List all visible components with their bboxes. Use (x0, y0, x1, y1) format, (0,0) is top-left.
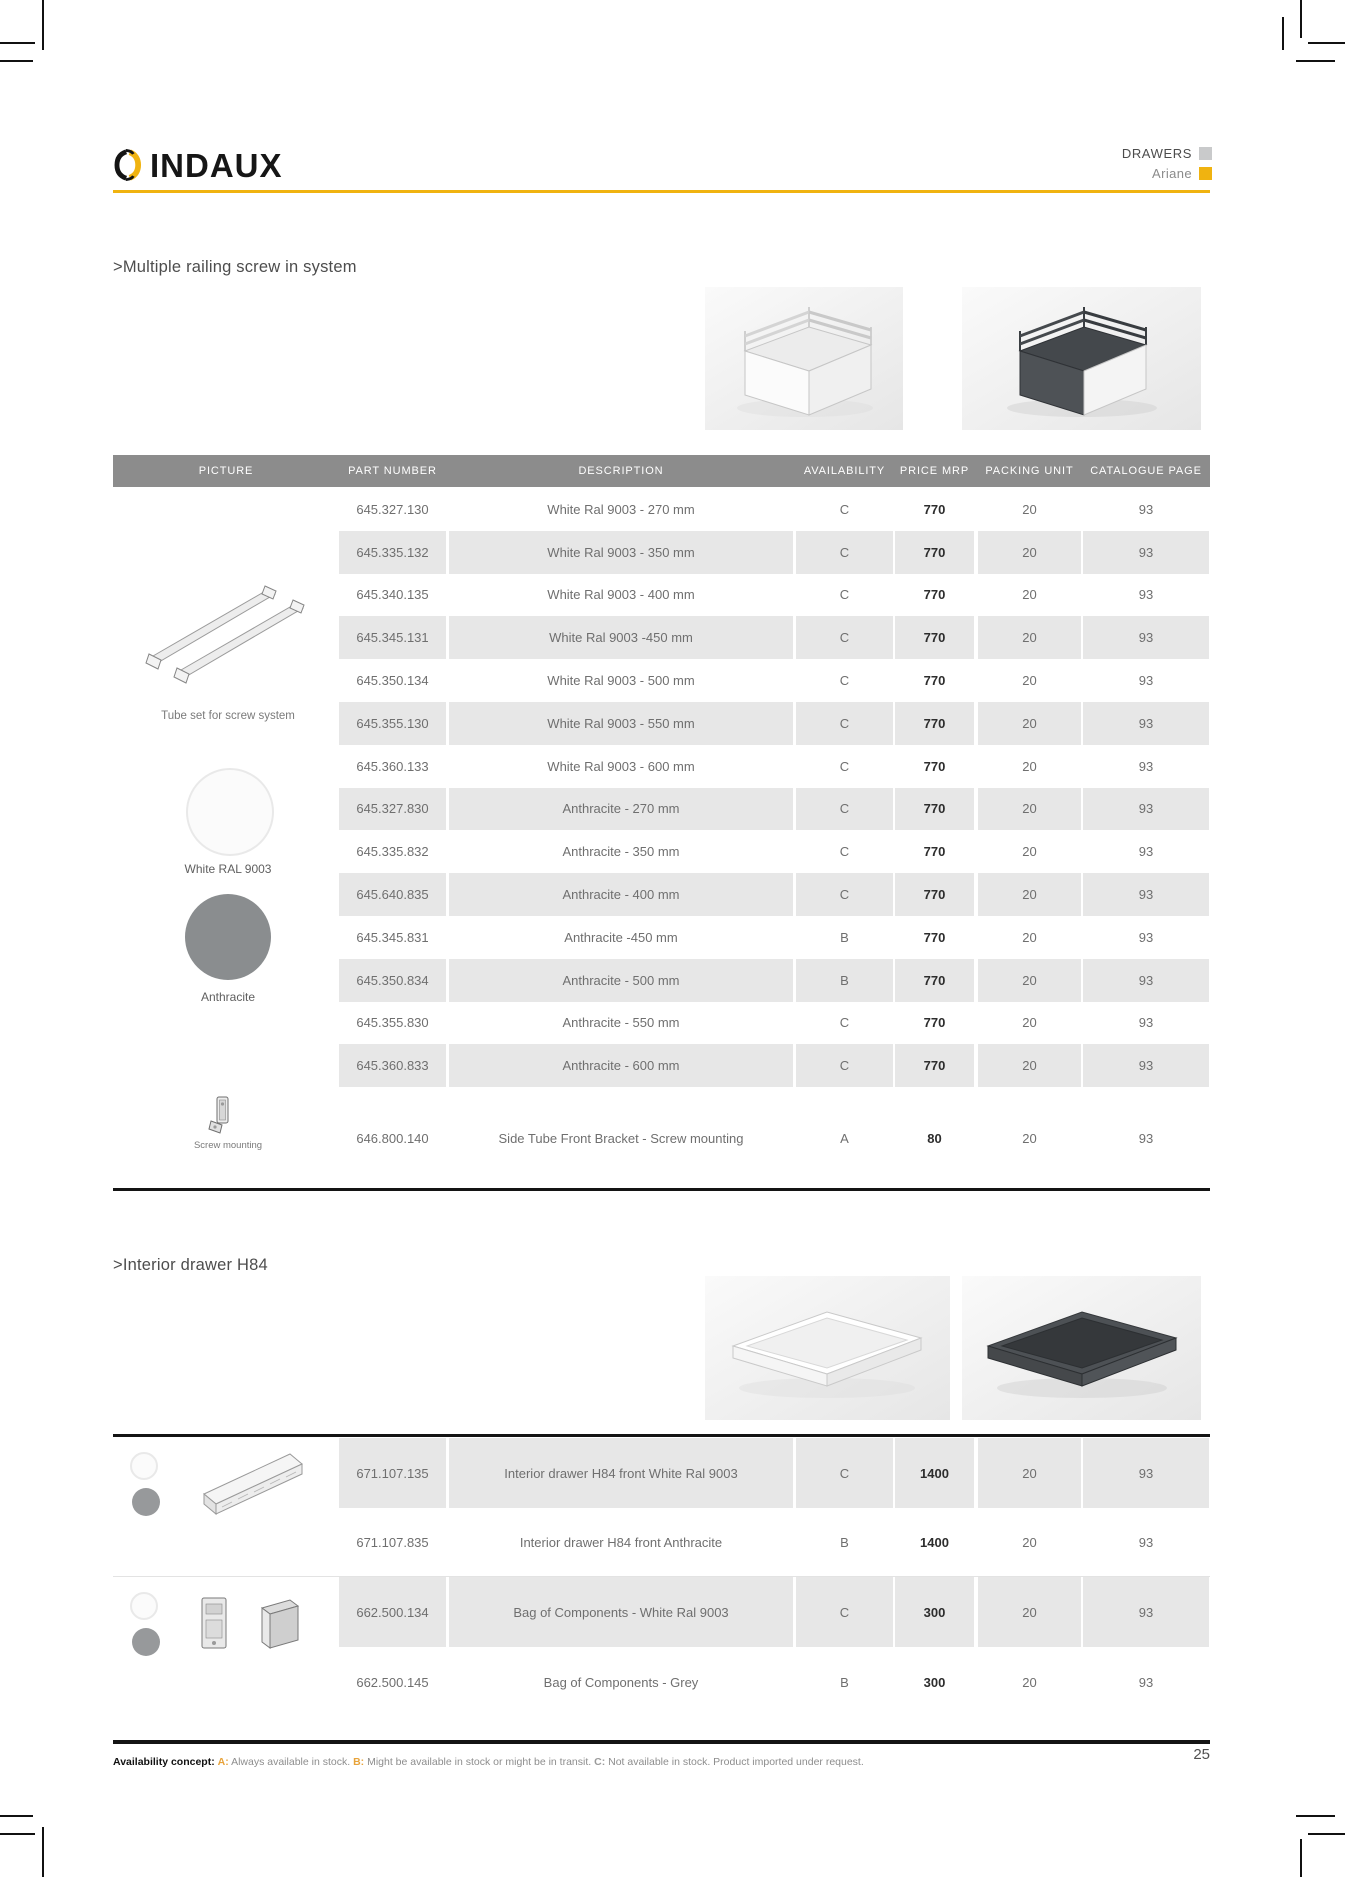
legend-key-c: C: (594, 1756, 606, 1768)
description-cell: White Ral 9003 -450 mm (449, 616, 793, 659)
crop-mark-bottom-left-h2 (0, 1815, 33, 1817)
availability-cell: A (840, 1130, 849, 1146)
packing-cell: 20 (978, 959, 1081, 1002)
legend-text-a: Always available in stock. (231, 1756, 351, 1768)
part-number-cell: 645.350.834 (339, 959, 446, 1002)
render-white-tray (705, 1276, 950, 1420)
description-cell: Anthracite - 350 mm (562, 844, 680, 860)
column-header-picture: PICTURE (198, 465, 254, 477)
components-illustration (190, 1586, 315, 1671)
crop-mark-bottom-left-h1 (0, 1833, 35, 1835)
brand-logo (113, 144, 283, 186)
part-number-cell: 662.500.134 (339, 1577, 446, 1647)
render-anthracite-tray (962, 1276, 1201, 1420)
crop-mark-top-right-v2 (1282, 17, 1284, 50)
availability-cell: C (839, 587, 850, 603)
price-cell: 770 (895, 531, 974, 574)
description-cell: White Ral 9003 - 270 mm (547, 501, 695, 517)
crop-mark-bottom-right-h1 (1308, 1833, 1345, 1835)
part-number-cell: 662.500.145 (356, 1674, 429, 1690)
availability-cell: C (796, 702, 893, 745)
price-cell: 770 (923, 844, 946, 860)
table-row (339, 1044, 1209, 1087)
table-row (339, 959, 1209, 1002)
column-header-description: DESCRIPTION (578, 465, 664, 477)
page-cell: 93 (1138, 673, 1154, 689)
part-number-cell: 645.327.130 (356, 501, 429, 517)
crop-mark-top-right-h2 (1296, 60, 1335, 62)
table-row (339, 1002, 1209, 1045)
packing-cell: 20 (978, 788, 1081, 831)
column-header-packing: PACKING UNIT (985, 465, 1074, 477)
crop-mark-top-left-h1 (0, 42, 35, 44)
page-cell: 93 (1083, 959, 1209, 1002)
table-row (339, 488, 1209, 531)
table1-rows (339, 488, 1209, 1087)
white-swatch-small (130, 1452, 158, 1480)
price-cell: 300 (895, 1577, 974, 1647)
page-cell: 93 (1138, 1015, 1154, 1031)
page-cell: 93 (1083, 788, 1209, 831)
price-cell: 770 (923, 1015, 946, 1031)
price-cell: 770 (895, 702, 974, 745)
table-row (339, 745, 1209, 788)
packing-cell: 20 (978, 616, 1081, 659)
availability-cell: C (796, 1044, 893, 1087)
page-cell: 93 (1083, 1044, 1209, 1087)
availability-cell: C (839, 758, 850, 774)
page-cell: 93 (1138, 1535, 1154, 1550)
white-ral-swatch (186, 768, 274, 856)
part-number-cell: 645.340.135 (356, 587, 429, 603)
packing-cell: 20 (978, 1044, 1081, 1087)
price-cell: 80 (927, 1130, 942, 1146)
table2-rows (339, 1438, 1209, 1717)
table-row (339, 574, 1209, 617)
packing-cell: 20 (1022, 1130, 1037, 1146)
page-cell: 93 (1138, 844, 1154, 860)
table-row (339, 531, 1209, 574)
table-row (339, 916, 1209, 959)
availability-cell: C (796, 1438, 893, 1508)
price-cell: 770 (895, 788, 974, 831)
table-row (339, 830, 1209, 873)
description-cell: Interior drawer H84 front Anthracite (519, 1535, 723, 1550)
availability-legend (113, 1756, 1093, 1768)
crop-mark-bottom-right-h2 (1296, 1815, 1335, 1817)
table-row (339, 659, 1209, 702)
availability-cell: C (796, 531, 893, 574)
availability-cell: C (839, 844, 850, 860)
anthracite-swatch (185, 894, 271, 980)
column-header-page: CATALOGUE PAGE (1090, 465, 1202, 477)
packing-cell: 20 (1022, 501, 1037, 517)
description-cell: Anthracite - 500 mm (449, 959, 793, 1002)
section2-title: >Interior drawer H84 (113, 1256, 268, 1274)
packing-cell: 20 (1022, 1535, 1037, 1550)
page-cell: 93 (1138, 1674, 1154, 1690)
product-line-label: Ariane (1152, 166, 1192, 181)
legend-key-b: B: (353, 1756, 365, 1768)
description-cell: Interior drawer H84 front White Ral 9003 (449, 1438, 793, 1508)
indaux-logo-icon (113, 146, 143, 184)
header-meta (1000, 144, 1212, 184)
category-square-icon (1199, 147, 1212, 160)
page-cell: 93 (1138, 587, 1154, 603)
packing-cell: 20 (1022, 844, 1037, 860)
page-cell: 93 (1083, 531, 1209, 574)
availability-cell: C (796, 788, 893, 831)
table2-top-rule (113, 1434, 1210, 1437)
column-header-part-number: PART NUMBER (348, 465, 437, 477)
crop-mark-bottom-left-v (42, 1827, 44, 1877)
price-cell: 770 (923, 758, 946, 774)
part-number-cell: 645.345.131 (339, 616, 446, 659)
price-cell: 770 (895, 1044, 974, 1087)
crop-mark-top-left-h2 (0, 60, 33, 62)
tube-set-illustration (145, 572, 310, 684)
page-cell: 93 (1138, 501, 1154, 517)
price-cell: 770 (923, 501, 946, 517)
part-number-cell: 645.335.832 (356, 844, 429, 860)
price-cell: 770 (923, 929, 946, 945)
grey-swatch-small (132, 1628, 160, 1656)
availability-cell: B (796, 959, 893, 1002)
description-cell: Anthracite -450 mm (564, 929, 678, 945)
part-number-cell: 645.345.831 (356, 929, 429, 945)
description-cell: White Ral 9003 - 400 mm (547, 587, 695, 603)
price-cell: 770 (895, 616, 974, 659)
availability-cell: C (796, 616, 893, 659)
page-cell: 93 (1083, 702, 1209, 745)
price-cell: 300 (923, 1674, 946, 1690)
packing-cell: 20 (1022, 758, 1037, 774)
drawer-front-illustration (198, 1444, 313, 1539)
table-row (339, 1508, 1209, 1577)
description-cell: Anthracite - 400 mm (449, 873, 793, 916)
price-cell: 770 (895, 873, 974, 916)
availability-cell: B (840, 1535, 849, 1550)
part-number-cell: 645.355.130 (339, 702, 446, 745)
tube-set-caption: Tube set for screw system (161, 710, 295, 722)
white-ral-label: White RAL 9003 (184, 862, 272, 876)
availability-cell: C (839, 501, 850, 517)
packing-cell: 20 (1022, 587, 1037, 603)
page-cell: 93 (1138, 1130, 1154, 1146)
line-square-icon (1199, 167, 1212, 180)
footer-rule (113, 1740, 1210, 1744)
crop-mark-top-right-v1 (1300, 0, 1302, 38)
legend-text-b: Might be available in stock or might be in transit. (367, 1756, 592, 1768)
column-header-price: PRICE MRP (899, 465, 970, 477)
anthracite-label: Anthracite (200, 990, 256, 1004)
description-cell: Anthracite - 600 mm (449, 1044, 793, 1087)
table-row (339, 788, 1209, 831)
white-swatch-small (130, 1592, 158, 1620)
packing-cell: 20 (1022, 1674, 1037, 1690)
page-number: 25 (1193, 1746, 1210, 1763)
part-number-cell: 646.800.140 (356, 1130, 429, 1146)
availability-cell: C (839, 673, 850, 689)
table-row (339, 1088, 1209, 1188)
availability-cell: B (840, 1674, 849, 1690)
part-number-cell: 645.335.132 (339, 531, 446, 574)
packing-cell: 20 (978, 1438, 1081, 1508)
description-cell: White Ral 9003 - 600 mm (547, 758, 695, 774)
description-cell: Bag of Components - Grey (543, 1674, 699, 1690)
part-number-cell: 671.107.135 (339, 1438, 446, 1508)
screw-mounting-caption: Screw mounting (193, 1140, 263, 1151)
render-white-drawer (705, 287, 903, 430)
price-cell: 770 (895, 959, 974, 1002)
packing-cell: 20 (1022, 929, 1037, 945)
availability-cell: C (796, 1577, 893, 1647)
page-cell: 93 (1138, 758, 1154, 774)
price-cell: 770 (923, 673, 946, 689)
part-number-cell: 645.640.835 (339, 873, 446, 916)
table-row (339, 1647, 1209, 1717)
legend-label: Availability concept: (113, 1756, 215, 1768)
header-accent-rule (113, 190, 1210, 193)
table1-header (113, 455, 1210, 487)
page-cell: 93 (1083, 1438, 1209, 1508)
table-row (339, 1577, 1209, 1647)
column-header-availability: AVAILABILITY (803, 465, 886, 477)
table-row (339, 616, 1209, 659)
page-cell: 93 (1083, 616, 1209, 659)
crop-mark-bottom-right-v (1300, 1839, 1302, 1877)
screw-mounting-icon (208, 1094, 234, 1136)
availability-cell: C (796, 873, 893, 916)
table-row (339, 702, 1209, 745)
part-number-cell: 645.360.833 (339, 1044, 446, 1087)
description-cell: Anthracite - 550 mm (562, 1015, 680, 1031)
part-number-cell: 645.360.133 (356, 758, 429, 774)
availability-cell: B (840, 929, 849, 945)
price-cell: 1400 (920, 1535, 949, 1550)
page-cell: 93 (1138, 929, 1154, 945)
packing-cell: 20 (1022, 1015, 1037, 1031)
table-row (339, 873, 1209, 916)
section1-title: >Multiple railing screw in system (113, 258, 357, 276)
page-cell: 93 (1083, 873, 1209, 916)
description-cell: White Ral 9003 - 350 mm (449, 531, 793, 574)
render-anthracite-drawer (962, 287, 1201, 430)
part-number-cell: 645.350.134 (356, 673, 429, 689)
availability-cell: C (839, 1015, 850, 1031)
description-cell: White Ral 9003 - 550 mm (449, 702, 793, 745)
part-number-cell: 671.107.835 (356, 1535, 429, 1550)
crop-mark-top-right-h1 (1308, 42, 1345, 44)
packing-cell: 20 (978, 1577, 1081, 1647)
grey-swatch-small (132, 1488, 160, 1516)
description-cell: Bag of Components - White Ral 9003 (449, 1577, 793, 1647)
legend-key-a: A: (217, 1756, 229, 1768)
packing-cell: 20 (1022, 673, 1037, 689)
price-cell: 1400 (895, 1438, 974, 1508)
brand-name: INDAUX (150, 146, 283, 184)
packing-cell: 20 (978, 531, 1081, 574)
page-cell: 93 (1083, 1577, 1209, 1647)
category-label: DRAWERS (1121, 146, 1192, 161)
header-line-row (1000, 164, 1212, 183)
header-category-row (1000, 144, 1212, 163)
packing-cell: 20 (978, 702, 1081, 745)
crop-mark-top-left-v (42, 0, 44, 50)
part-number-cell: 645.327.830 (339, 788, 446, 831)
description-cell: Side Tube Front Bracket - Screw mounting (498, 1130, 744, 1146)
part-number-cell: 645.355.830 (356, 1015, 429, 1031)
table1-bottom-rule (113, 1188, 1210, 1191)
description-cell: Anthracite - 270 mm (449, 788, 793, 831)
table-row (339, 1438, 1209, 1508)
table2-group-separator (113, 1576, 1210, 1577)
packing-cell: 20 (978, 873, 1081, 916)
description-cell: White Ral 9003 - 500 mm (547, 673, 695, 689)
price-cell: 770 (923, 587, 946, 603)
legend-text-c: Not available in stock. Product imported under request. (608, 1756, 864, 1768)
